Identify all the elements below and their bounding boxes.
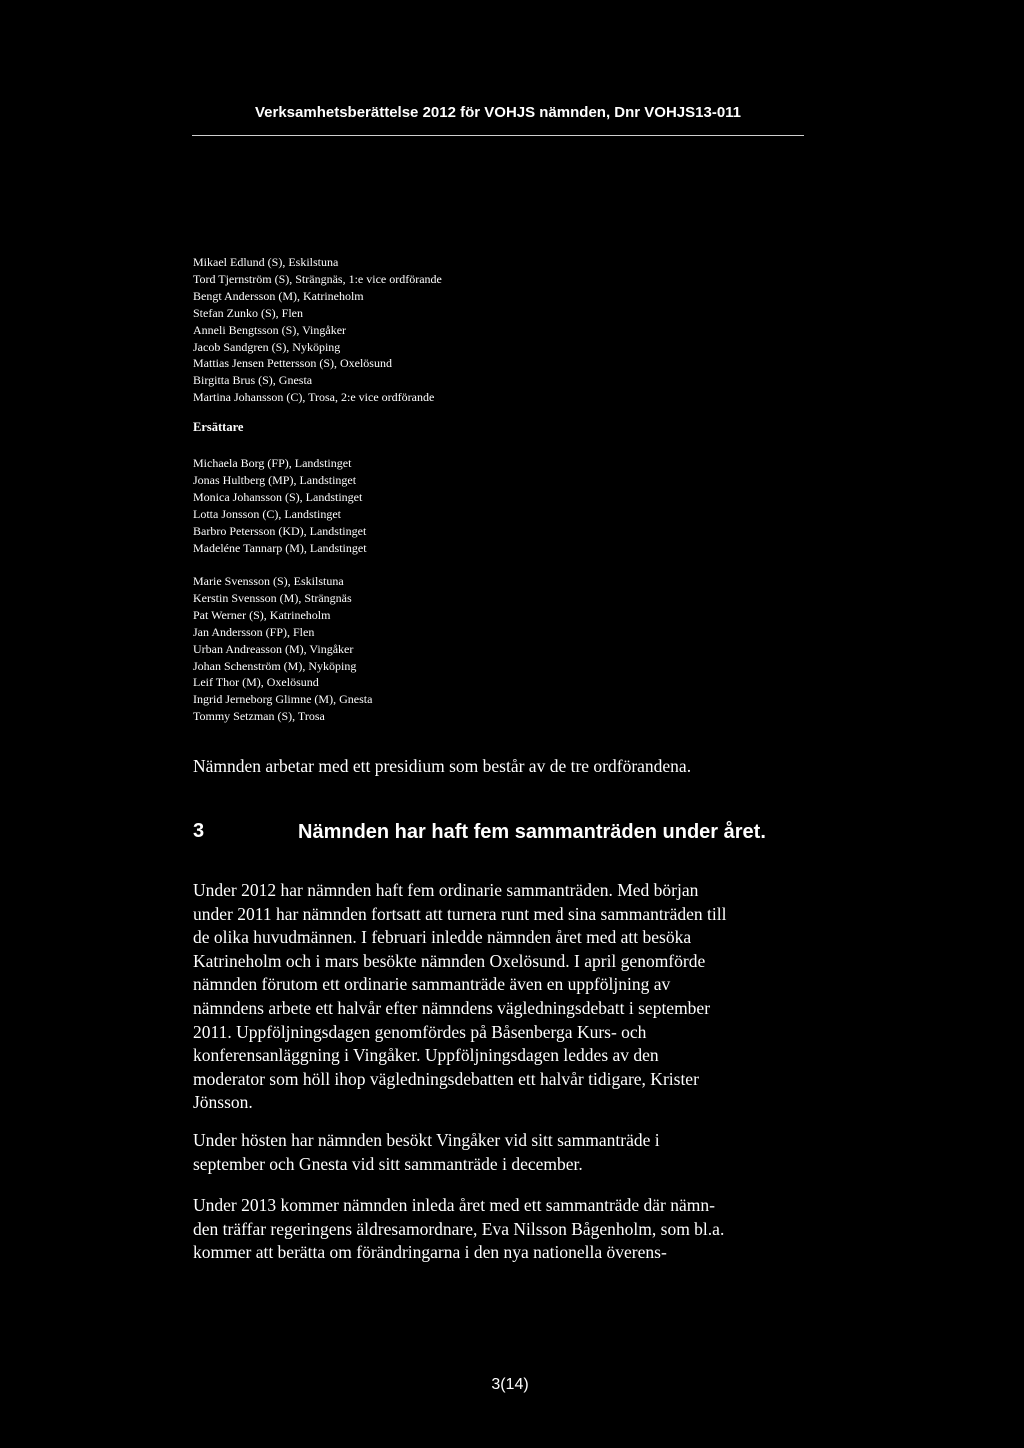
paragraph-line: nämnden förutom ett ordinarie sammanträde även en uppföljning av xyxy=(193,974,671,995)
list-item: Pat Werner (S), Katrineholm xyxy=(193,607,331,622)
page-header-title: Verksamhetsberättelse 2012 för VOHJS nämnden, Dnr VOHJS13-011 xyxy=(254,104,742,121)
paragraph-line: kommer att berätta om förändringarna i den nya nationella överens- xyxy=(193,1242,667,1263)
list-item: Marie Svensson (S), Eskilstuna xyxy=(193,574,344,588)
paragraph-line: Under 2013 kommer nämnden inleda året med ett sammanträde där nämn- xyxy=(193,1195,715,1215)
list-item: Jacob Sandgren (S), Nyköping xyxy=(193,339,341,354)
list-item: Bengt Andersson (M), Katrineholm xyxy=(193,288,364,303)
list-item: Mattias Jensen Pettersson (S), Oxelösund xyxy=(193,356,392,371)
page-number: 3(14) xyxy=(491,1376,529,1393)
list-item: Leif Thor (M), Oxelösund xyxy=(193,675,319,690)
header-divider xyxy=(192,135,804,136)
list-item: Martina Johansson (C), Trosa, 2:e vice ordförande xyxy=(193,390,435,405)
presidium-statement: Nämnden arbetar med ett presidium som består av de tre ordförandena. xyxy=(193,756,692,776)
body-paragraph-2013 xyxy=(193,1194,793,1265)
paragraph-line: Under 2012 har nämnden haft fem ordinarie sammanträden. Med början xyxy=(193,880,699,900)
section-heading: Nämnden har haft fem sammanträden under året. xyxy=(298,821,766,843)
list-item: Monica Johansson (S), Landstinget xyxy=(193,489,363,504)
list-item: Barbro Petersson (KD), Landstinget xyxy=(193,523,367,538)
paragraph-line: de olika huvudmännen. I februari inledde nämnden året med att besöka xyxy=(193,927,692,948)
paragraph-line: moderator som höll ihop vägledningsdebatten ett halvår tidigare, Krister xyxy=(193,1068,699,1089)
list-item: Michaela Borg (FP), Landstinget xyxy=(193,456,352,470)
substitutes-municipalities-list xyxy=(193,573,372,725)
list-item: Urban Andreasson (M), Vingåker xyxy=(193,641,354,656)
list-item: Kerstin Svensson (M), Strängnäs xyxy=(193,590,352,605)
list-item: Anneli Bengtsson (S), Vingåker xyxy=(193,322,347,337)
list-item: Stefan Zunko (S), Flen xyxy=(193,305,303,320)
body-paragraph-autumn xyxy=(193,1129,793,1176)
list-item: Ingrid Jerneborg Glimne (M), Gnesta xyxy=(193,692,373,707)
list-item: Madeléne Tannarp (M), Landstinget xyxy=(193,540,367,555)
paragraph-line: Under hösten har nämnden besökt Vingåker vid sitt sammanträde i xyxy=(193,1130,660,1150)
section-number: 3 xyxy=(193,820,205,842)
substitutes-heading: Ersättare xyxy=(193,420,244,434)
list-item: Johan Schenström (M), Nyköping xyxy=(193,658,357,673)
substitutes-landstinget-list xyxy=(193,455,367,556)
list-item: Jonas Hultberg (MP), Landstinget xyxy=(193,472,357,487)
body-paragraph-meetings xyxy=(193,879,793,1115)
paragraph-line: 2011. Uppföljningsdagen genomfördes på Båsenberga Kurs- och xyxy=(193,1021,647,1042)
paragraph-line: konferensanläggning i Vingåker. Uppföljningsdagen leddes av den xyxy=(193,1045,659,1066)
list-item: Mikael Edlund (S), Eskilstuna xyxy=(193,255,339,269)
paragraph-line: under 2011 har nämnden fortsatt att turnera runt med sina sammanträden till xyxy=(193,903,727,924)
list-item: Birgitta Brus (S), Gnesta xyxy=(193,373,313,388)
paragraph-line: Jönsson. xyxy=(193,1092,253,1113)
paragraph-line: september och Gnesta vid sitt sammanträde i december. xyxy=(193,1153,583,1174)
list-item: Jan Andersson (FP), Flen xyxy=(193,624,315,639)
list-item: Tommy Setzman (S), Trosa xyxy=(193,709,325,724)
paragraph-line: den träffar regeringens äldresamordnare, Eva Nilsson Bågenholm, som bl.a. xyxy=(193,1218,725,1239)
members-list xyxy=(193,254,442,406)
paragraph-line: nämndens arbete ett halvår efter nämndens vägledningsdebatt i september xyxy=(193,997,711,1018)
list-item: Tord Tjernström (S), Strängnäs, 1:e vice ordförande xyxy=(193,271,442,286)
paragraph-line: Katrineholm och i mars besökte nämnden Oxelösund. I april genomförde xyxy=(193,950,706,971)
list-item: Lotta Jonsson (C), Landstinget xyxy=(193,506,341,521)
